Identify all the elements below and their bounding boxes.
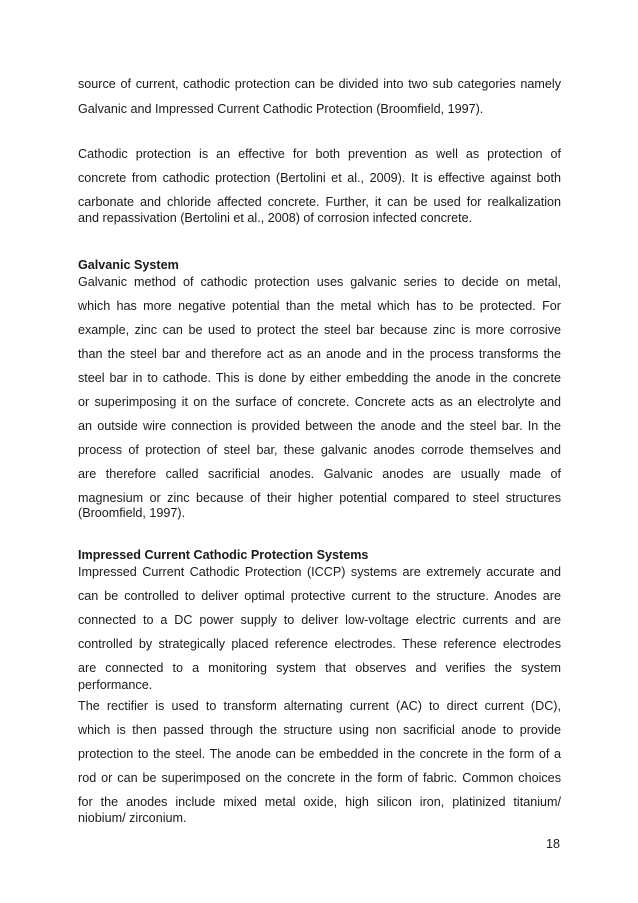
rectifier-paragraph-line-5: for the anodes include mixed metal oxide, high silicon iron, platinized titanium/: [78, 795, 561, 809]
paragraph-2-line-3: carbonate and chloride affected concrete. Further, it can be used for realkalization: [78, 195, 561, 209]
galvanic-paragraph-line-5: steel bar in to cathode. This is done by either embedding the anode in the concrete: [78, 371, 561, 385]
rectifier-paragraph-line-6: niobium/ zirconium.: [78, 811, 187, 825]
galvanic-paragraph-line-4: than the steel bar and therefore act as an anode and in the process transforms the: [78, 347, 561, 361]
rectifier-paragraph-line-2: which is then passed through the structure using non sacrificial anode to provide: [78, 723, 561, 737]
rectifier-paragraph-line-4: rod or can be superimposed on the concrete in the form of fabric. Common choices: [78, 771, 561, 785]
paragraph-2-line-2: concrete from cathodic protection (Bertolini et al., 2009). It is effective against both: [78, 171, 561, 185]
galvanic-paragraph-line-8: process of protection of steel bar, these galvanic anodes corrode themselves and: [78, 443, 561, 457]
galvanic-paragraph-line-7: an outside wire connection is provided between the anode and the steel bar. In the: [78, 419, 561, 433]
galvanic-paragraph-line-9: are therefore called sacrificial anodes. Galvanic anodes are usually made of: [78, 467, 561, 481]
iccp-paragraph-line-5: are connected to a monitoring system that observes and verifies the system: [78, 661, 561, 675]
paragraph-2-line-4: and repassivation (Bertolini et al., 2008) of corrosion infected concrete.: [78, 211, 473, 225]
paragraph-2-line-1: Cathodic protection is an effective for both prevention as well as protection of: [78, 147, 561, 161]
galvanic-paragraph-line-11: (Broomfield, 1997).: [78, 506, 186, 520]
iccp-paragraph-line-3: connected to a DC power supply to deliver low-voltage electric currents and are: [78, 613, 561, 627]
rectifier-paragraph-line-3: protection to the steel. The anode can be embedded in the concrete in the form of a: [78, 747, 561, 761]
galvanic-paragraph-line-10: magnesium or zinc because of their higher potential compared to steel structures: [78, 491, 561, 505]
paragraph-1-line-2: Galvanic and Impressed Current Cathodic Protection (Broomfield, 1997).: [78, 102, 484, 116]
iccp-paragraph-line-2: can be controlled to deliver optimal protective current to the structure. Anodes are: [78, 589, 561, 603]
page-number: 18: [545, 837, 560, 851]
galvanic-paragraph-line-3: example, zinc can be used to protect the steel bar because zinc is more corrosive: [78, 323, 561, 337]
galvanic-paragraph-line-6: or superimposing it on the surface of concrete. Concrete acts as an electrolyte and: [78, 395, 561, 409]
section-heading-galvanic-system: Galvanic System: [78, 258, 179, 272]
paragraph-1-line-1: source of current, cathodic protection can be divided into two sub categories namely: [78, 77, 561, 91]
iccp-paragraph-line-6: performance.: [78, 678, 153, 692]
iccp-paragraph-line-4: controlled by strategically placed reference electrodes. These reference electrodes: [78, 637, 561, 651]
rectifier-paragraph-line-1: The rectifier is used to transform alternating current (AC) to direct current (DC),: [78, 699, 561, 713]
galvanic-paragraph-line-1: Galvanic method of cathodic protection uses galvanic series to decide on metal,: [78, 275, 561, 289]
iccp-paragraph-line-1: Impressed Current Cathodic Protection (ICCP) systems are extremely accurate and: [78, 565, 561, 579]
galvanic-paragraph-line-2: which has more negative potential than the metal which has to be protected. For: [78, 299, 561, 313]
section-heading-impressed-current: Impressed Current Cathodic Protection Systems: [78, 548, 369, 562]
